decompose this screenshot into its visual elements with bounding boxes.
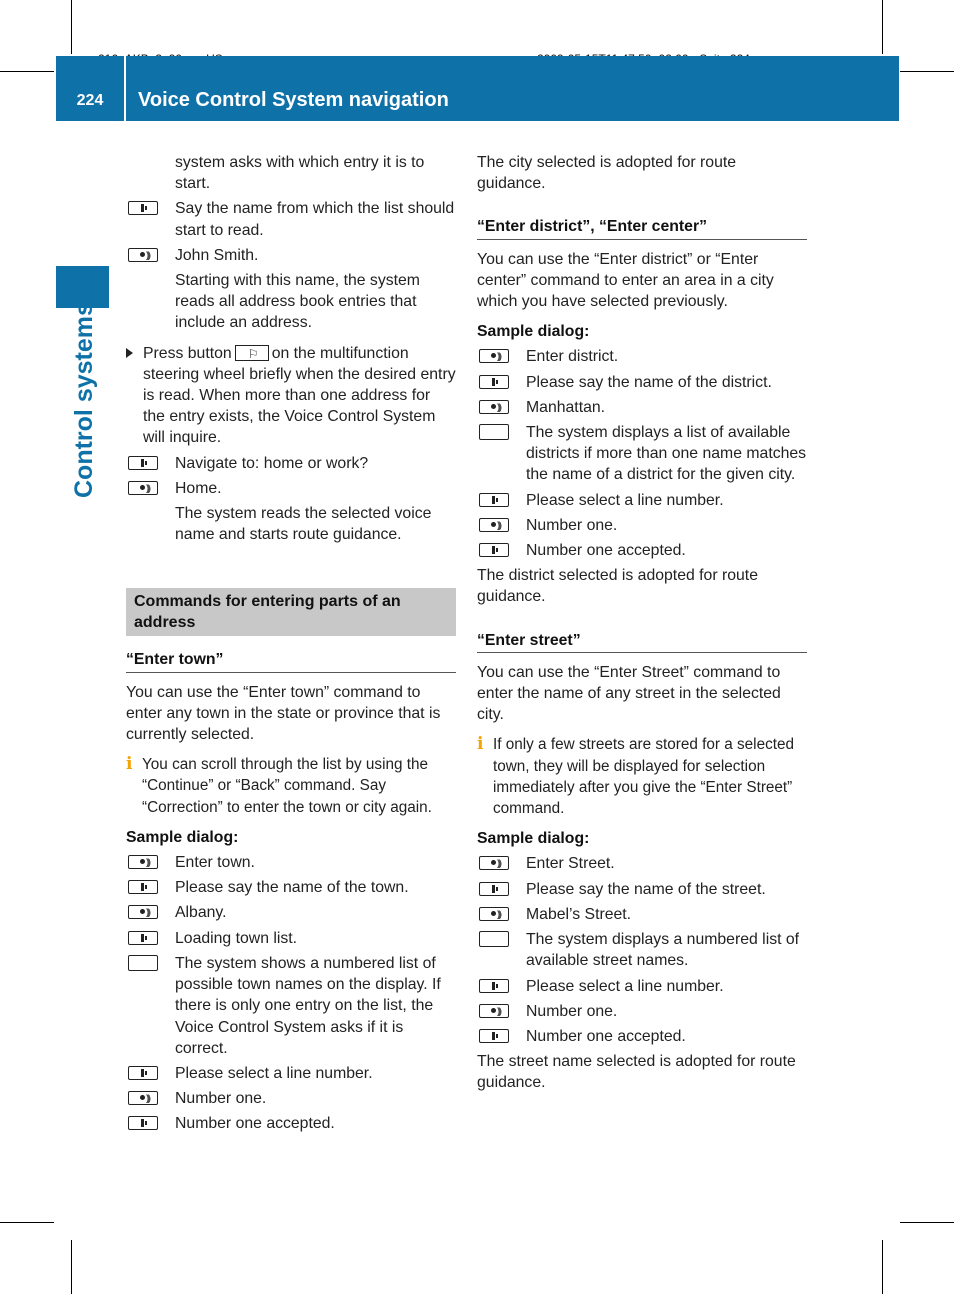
dialog-text: Number one accepted. — [526, 1027, 686, 1045]
page-title: Voice Control System navigation — [138, 89, 449, 111]
user-speech-icon — [479, 349, 509, 363]
sample-dialog-label: Sample dialog: — [477, 323, 590, 341]
display-icon — [128, 955, 158, 971]
dialog-text: Loading town list. — [175, 929, 298, 947]
dialog-text: Number one. — [175, 1090, 267, 1108]
dialog-text: The system shows a numbered list of possible town names on the display. If there is only one entry on the list, the Voice Control System asks if it is correct. — [175, 954, 441, 1057]
instruction-text-b: on the multifunction steering wheel briefly when the desired entry is read. When more than one address for the entry exists, the Voice Control System will inquire. — [143, 344, 456, 447]
user-speech-icon — [128, 855, 158, 869]
dialog-text: Please select a line number. — [526, 491, 724, 509]
dialog-row — [126, 877, 456, 898]
crop-mark — [900, 1222, 954, 1223]
dialog-row — [477, 1026, 807, 1047]
crop-mark — [900, 71, 954, 72]
dialog-row — [126, 1088, 456, 1109]
dialog-text: Enter town. — [175, 854, 255, 872]
dialog-row — [477, 853, 807, 874]
dialog-row — [477, 540, 807, 561]
paragraph: You can use the “Enter town” command to enter any town in the state or province that is currently selected. — [126, 683, 441, 744]
subheading-enter-street: “Enter street” — [477, 630, 807, 653]
dialog-row — [126, 1113, 456, 1134]
dialog-row — [477, 929, 807, 971]
user-speech-icon — [128, 481, 158, 495]
right-column — [477, 152, 807, 1098]
instruction-bullet — [126, 343, 456, 449]
dialog-text: Manhattan. — [526, 398, 606, 416]
user-speech-icon — [128, 248, 158, 262]
crop-mark — [0, 71, 54, 72]
instruction-text-a: Press button — [143, 344, 232, 362]
dialog-text: Enter district. — [526, 348, 619, 366]
dialog-text: Number one accepted. — [526, 542, 686, 560]
dialog-row — [477, 422, 807, 486]
dialog-row — [477, 346, 807, 367]
user-speech-icon — [479, 1004, 509, 1018]
dialog-list — [477, 346, 807, 561]
info-text: If only a few streets are stored for a selected town, they will be displayed for selection immediately after you give the “Enter Street” command. — [493, 736, 794, 818]
system-speech-icon — [479, 375, 509, 389]
dialog-list — [477, 853, 807, 1047]
user-speech-icon — [479, 907, 509, 921]
dialog-row — [126, 1063, 456, 1084]
paragraph: You can use the “Enter Street” command to enter the name of any street in the selected city. — [477, 663, 781, 724]
system-speech-icon — [128, 1116, 158, 1130]
system-speech-icon — [479, 543, 509, 557]
dialog-text: Home. — [175, 479, 222, 497]
dialog-row — [126, 928, 456, 949]
system-speech-icon — [128, 880, 158, 894]
dialog-text: Please say the name of the street. — [526, 880, 766, 898]
dialog-row — [477, 490, 807, 511]
crop-mark — [71, 0, 72, 54]
dialog-row — [126, 198, 456, 240]
crop-mark — [71, 1240, 72, 1294]
dialog-row — [477, 515, 807, 536]
dialog-text: Please select a line number. — [175, 1064, 373, 1082]
info-text: You can scroll through the list by using the “Continue” or “Back” command. Say “Correction” to enter the town or city again. — [142, 756, 432, 816]
dialog-row — [477, 397, 807, 418]
system-speech-icon — [479, 1029, 509, 1043]
dialog-text: Number one. — [526, 1002, 618, 1020]
info-note — [126, 754, 456, 818]
user-speech-icon — [128, 1091, 158, 1105]
dialog-text: The system displays a numbered list of available street names. — [526, 931, 800, 970]
display-icon — [479, 931, 509, 947]
dialog-text: Mabel’s Street. — [526, 905, 632, 923]
section-heading-box: Commands for entering parts of an address — [126, 588, 456, 636]
dialog-row — [126, 852, 456, 873]
dialog-list — [126, 852, 456, 1134]
dialog-text: Number one. — [526, 516, 618, 534]
paragraph: system asks with which entry it is to start. — [175, 154, 425, 193]
dialog-text: Please say the name of the district. — [526, 373, 772, 391]
system-speech-icon — [479, 493, 509, 507]
subheading-enter-district: “Enter district”, “Enter center” — [477, 216, 807, 239]
dialog-row — [477, 879, 807, 900]
info-icon: i — [477, 734, 484, 755]
chapter-label: Control systems — [70, 302, 98, 498]
system-speech-icon — [479, 882, 509, 896]
crop-mark — [882, 0, 883, 54]
page-number: 224 — [76, 92, 104, 109]
paragraph: The district selected is adopted for route guidance. — [477, 567, 758, 606]
user-speech-icon — [479, 856, 509, 870]
system-speech-icon — [128, 1066, 158, 1080]
system-speech-icon — [128, 201, 158, 215]
arrow-bullet-icon — [126, 348, 133, 358]
user-speech-icon — [479, 400, 509, 414]
user-speech-icon — [479, 518, 509, 532]
sample-dialog-label: Sample dialog: — [477, 830, 590, 848]
paragraph: Starting with this name, the system reads all address book entries that include an address. — [175, 272, 420, 332]
paragraph: The system reads the selected voice name and starts route guidance. — [175, 505, 432, 544]
dialog-row — [126, 245, 456, 266]
paragraph: You can use the “Enter district” or “Enter center” command to enter an area in a city which you have selected previously. — [477, 250, 774, 311]
dialog-text: The system displays a list of available districts if more than one name matches the name of a district for the given city. — [526, 424, 807, 484]
dialog-text: Number one accepted. — [175, 1115, 335, 1133]
system-speech-icon — [128, 456, 158, 470]
info-icon: i — [126, 754, 133, 775]
dialog-text: Enter Street. — [526, 855, 615, 873]
dialog-text: John Smith. — [175, 246, 259, 264]
dialog-row — [126, 953, 456, 1059]
dialog-text: Say the name from which the list should start to read. — [175, 200, 455, 239]
voice-button-icon — [235, 345, 269, 361]
dialog-text: Navigate to: home or work? — [175, 454, 369, 472]
paragraph: The city selected is adopted for route guidance. — [477, 154, 737, 193]
dialog-text: Please say the name of the town. — [175, 879, 409, 897]
dialog-row — [477, 904, 807, 925]
dialog-row — [126, 902, 456, 923]
crop-mark — [0, 1222, 54, 1223]
left-column — [126, 152, 456, 1139]
system-speech-icon — [128, 931, 158, 945]
dialog-row — [477, 372, 807, 393]
dialog-row — [477, 1001, 807, 1022]
dialog-text: Albany. — [175, 904, 227, 922]
display-icon — [479, 424, 509, 440]
sample-dialog-label: Sample dialog: — [126, 828, 239, 846]
user-speech-icon — [128, 905, 158, 919]
dialog-row — [126, 478, 456, 499]
dialog-row — [126, 453, 456, 474]
dialog-row — [477, 976, 807, 997]
subheading-enter-town: “Enter town” — [126, 649, 456, 672]
header-divider — [124, 56, 126, 121]
dialog-text: Please select a line number. — [526, 977, 724, 995]
system-speech-icon — [479, 979, 509, 993]
info-note — [477, 734, 807, 819]
crop-mark — [882, 1240, 883, 1294]
paragraph: The street name selected is adopted for route guidance. — [477, 1053, 796, 1092]
